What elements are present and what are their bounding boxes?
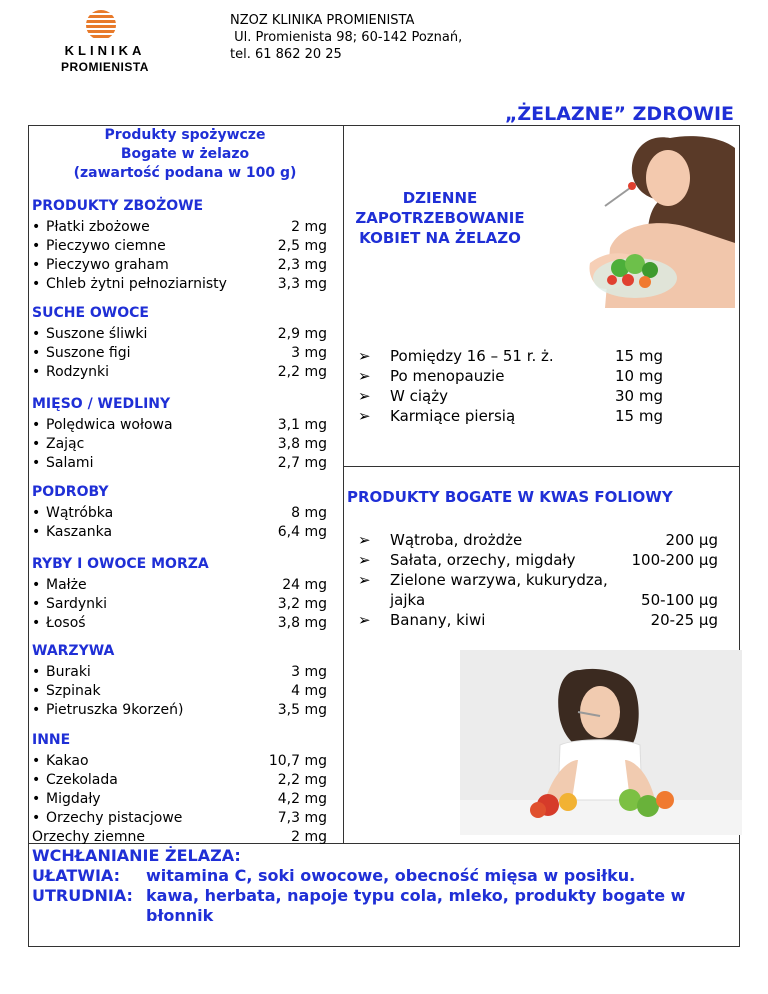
address-line: NZOZ KLINIKA PROMIENISTA [230, 13, 415, 28]
food-item-value: 2,9 mg [277, 326, 327, 342]
food-item-label: Małże [46, 577, 87, 593]
heading-line: Bogate w żelazo [120, 146, 250, 162]
food-item-label: Orzechy ziemne [32, 829, 146, 845]
food-item [32, 614, 327, 633]
food-item-name [32, 256, 169, 275]
requirement-label: Po menopauzie [390, 367, 505, 385]
clinic-logo [40, 10, 170, 74]
arrow-bullet-icon: ➢ [358, 387, 371, 405]
food-item-value: 2 mg [291, 219, 327, 235]
bullet-icon: • [32, 326, 41, 342]
food-item [32, 701, 327, 720]
bullet-icon: • [32, 791, 41, 807]
food-item-label: Sardynki [46, 596, 108, 612]
folic-item [358, 610, 718, 630]
bullet-icon: • [32, 702, 41, 718]
food-item-label: Polędwica wołowa [46, 417, 173, 433]
absorption-hinders-text-cont: błonnik [146, 906, 214, 925]
right-section-divider [343, 466, 740, 467]
food-item-name [32, 682, 101, 701]
food-item [32, 595, 327, 614]
folic-item [358, 550, 718, 570]
food-item-value: 3,8 mg [277, 615, 327, 631]
food-item-label: Płatki zbożowe [46, 219, 150, 235]
food-item-label: Kaszanka [46, 524, 113, 540]
food-item-name [32, 809, 182, 828]
folic-item-value: 50-100 μg [641, 591, 718, 609]
bullet-icon: • [32, 664, 41, 680]
group-title: INNE [32, 732, 71, 748]
food-item [32, 828, 327, 847]
food-item-name [32, 828, 145, 847]
folic-item-value: 200 μg [665, 531, 718, 549]
arrow-bullet-icon: ➢ [358, 531, 371, 549]
food-item-value: 2,3 mg [277, 257, 327, 273]
requirement-item [358, 346, 663, 366]
requirement-value: 10 mg [615, 367, 663, 385]
food-item [32, 435, 327, 454]
absorption-hinders-text: kawa, herbata, napoje typu cola, mleko, produkty bogate w [146, 886, 686, 905]
food-item [32, 771, 327, 790]
food-item-value: 3,1 mg [277, 417, 327, 433]
bullet-icon: • [32, 219, 41, 235]
food-item-label: Suszone figi [46, 345, 131, 361]
clinic-address [230, 12, 462, 63]
food-item [32, 237, 327, 256]
bullet-icon: • [32, 810, 41, 826]
food-item-label: Łosoś [46, 615, 86, 631]
bullet-icon: • [32, 257, 41, 273]
food-item [32, 344, 327, 363]
folic-item [358, 570, 718, 590]
requirement-label: Pomiędzy 16 – 51 r. ż. [390, 347, 554, 365]
requirement-value: 30 mg [615, 387, 663, 405]
food-item-name [32, 576, 87, 595]
folic-item-value: 20-25 μg [650, 611, 718, 629]
food-item-label: Szpinak [46, 683, 101, 699]
folic-item [358, 530, 718, 550]
food-item-name [32, 416, 173, 435]
bullet-icon: • [32, 238, 41, 254]
food-item-name [32, 752, 89, 771]
bullet-icon: • [32, 753, 41, 769]
food-item [32, 682, 327, 701]
arrow-bullet-icon: ➢ [358, 367, 371, 385]
folic-item-label: Zielone warzywa, kukurydza, [390, 571, 608, 589]
food-item-label: Chleb żytni pełnoziarnisty [46, 276, 227, 292]
heading-line: (zawartość podana w 100 g) [73, 165, 297, 181]
bullet-icon: • [32, 615, 41, 631]
title-line: ZAPOTRZEBOWANIE [355, 209, 525, 227]
folic-acid-title: PRODUKTY BOGATE W KWAS FOLIOWY [347, 488, 673, 506]
bullet-icon: • [32, 596, 41, 612]
food-item-value: 4,2 mg [277, 791, 327, 807]
food-item-label: Pieczywo graham [46, 257, 169, 273]
food-item-value: 10,7 mg [268, 753, 327, 769]
bullet-icon: • [32, 455, 41, 471]
food-item [32, 256, 327, 275]
food-item-value: 3,2 mg [277, 596, 327, 612]
food-item-name [32, 790, 101, 809]
folic-item-label: Wątroba, drożdże [390, 531, 523, 549]
food-item-name [32, 275, 227, 294]
food-item-label: Pietruszka 9korzeń) [46, 702, 184, 718]
logo-sun-icon [86, 10, 116, 40]
food-item-value: 4 mg [291, 683, 327, 699]
arrow-bullet-icon: ➢ [358, 611, 371, 629]
food-item-value: 3 mg [291, 664, 327, 680]
food-item-value: 7,3 mg [277, 810, 327, 826]
food-item-name [32, 435, 84, 454]
folic-item [358, 590, 718, 610]
absorption-title: WCHŁANIANIE ŻELAZA: [32, 846, 241, 865]
food-item [32, 454, 327, 473]
folic-item-label: jajka [390, 591, 426, 609]
absorption-helps-text: witamina C, soki owocowe, obecność mięsa w posiłku. [146, 866, 636, 885]
requirement-item [358, 406, 663, 426]
bullet-icon: • [32, 505, 41, 521]
woman-with-fruit-illustration [460, 650, 742, 835]
group-title: RYBY I OWOCE MORZA [32, 556, 209, 572]
arrow-bullet-icon: ➢ [358, 407, 371, 425]
folic-item-label: Sałata, orzechy, migdały [390, 551, 576, 569]
food-item [32, 809, 327, 828]
food-item [32, 790, 327, 809]
heading-line: Produkty spożywcze [104, 127, 266, 143]
food-item [32, 523, 327, 542]
food-item-name [32, 237, 166, 256]
food-item-name [32, 701, 183, 720]
requirement-value: 15 mg [615, 407, 663, 425]
page-title: „ŻELAZNE” ZDROWIE [504, 103, 734, 125]
left-column-heading [50, 126, 320, 183]
food-item-label: Zając [46, 436, 85, 452]
food-item-label: Rodzynki [46, 364, 110, 380]
food-item-name [32, 454, 93, 473]
bullet-icon: • [32, 577, 41, 593]
bullet-icon: • [32, 417, 41, 433]
food-item-name [32, 595, 107, 614]
arrow-bullet-icon: ➢ [358, 571, 371, 589]
food-item-value: 2,5 mg [277, 238, 327, 254]
food-item-value: 24 mg [282, 577, 327, 593]
bullet-icon: • [32, 524, 41, 540]
food-item-value: 3,5 mg [277, 702, 327, 718]
food-item [32, 576, 327, 595]
food-item [32, 363, 327, 382]
food-item-value: 2,7 mg [277, 455, 327, 471]
title-line: DZIENNE [402, 189, 478, 207]
bullet-icon: • [32, 772, 41, 788]
food-item-value: 8 mg [291, 505, 327, 521]
food-item-name [32, 344, 131, 363]
food-item-value: 6,4 mg [277, 524, 327, 540]
column-divider [343, 125, 344, 843]
bullet-icon: • [32, 276, 41, 292]
requirement-item [358, 366, 663, 386]
food-item-value: 3 mg [291, 345, 327, 361]
food-item-label: Migdały [46, 791, 101, 807]
food-item [32, 325, 327, 344]
group-title: PRODUKTY ZBOŻOWE [32, 198, 204, 214]
food-item-value: 3,8 mg [277, 436, 327, 452]
food-item-name [32, 663, 91, 682]
food-item-label: Kakao [46, 753, 89, 769]
folic-item-label: Banany, kiwi [390, 611, 486, 629]
food-item-name [32, 771, 118, 790]
food-item [32, 416, 327, 435]
requirement-value: 15 mg [615, 347, 663, 365]
logo-line-2: PROMIENISTA [61, 60, 149, 74]
food-item-value: 2,2 mg [277, 772, 327, 788]
group-title: MIĘSO / WEDLINY [32, 396, 171, 412]
food-item-label: Salami [46, 455, 94, 471]
group-title: PODROBY [32, 484, 109, 500]
bullet-icon: • [32, 436, 41, 452]
requirement-label: W ciąży [390, 387, 448, 405]
food-item-name [32, 363, 109, 382]
arrow-bullet-icon: ➢ [358, 551, 371, 569]
food-item-value: 2 mg [291, 829, 327, 845]
logo-line-1: KLINIKA [64, 43, 146, 58]
food-item-label: Buraki [46, 664, 91, 680]
food-item-value: 2,2 mg [277, 364, 327, 380]
food-item-label: Pieczywo ciemne [46, 238, 166, 254]
daily-requirement-title [345, 188, 535, 248]
address-line: Ul. Promienista 98; 60-142 Poznań, [230, 30, 463, 45]
title-line: KOBIET NA ŻELAZO [359, 229, 521, 247]
food-item-label: Wątróbka [46, 505, 114, 521]
food-item-label: Czekolada [46, 772, 118, 788]
woman-eating-salad-illustration [550, 128, 735, 308]
group-title: SUCHE OWOCE [32, 305, 149, 321]
food-item-value: 3,3 mg [277, 276, 327, 292]
bullet-icon: • [32, 345, 41, 361]
absorption-hinders-label: UTRUDNIA: [32, 886, 133, 905]
food-item [32, 504, 327, 523]
food-item-name [32, 325, 147, 344]
absorption-helps-label: UŁATWIA: [32, 866, 120, 885]
address-line: tel. 61 862 20 25 [230, 47, 342, 62]
food-item-name [32, 523, 112, 542]
arrow-bullet-icon: ➢ [358, 347, 371, 365]
group-title: WARZYWA [32, 643, 115, 659]
food-item-name [32, 504, 113, 523]
food-item [32, 218, 327, 237]
requirement-item [358, 386, 663, 406]
food-item-name [32, 614, 86, 633]
bullet-icon: • [32, 683, 41, 699]
food-item [32, 275, 327, 294]
food-item-label: Suszone śliwki [46, 326, 148, 342]
food-item [32, 663, 327, 682]
food-item-label: Orzechy pistacjowe [46, 810, 183, 826]
requirement-label: Karmiące piersią [390, 407, 516, 425]
food-item-name [32, 218, 150, 237]
food-item [32, 752, 327, 771]
bullet-icon: • [32, 364, 41, 380]
folic-item-value: 100-200 μg [631, 551, 718, 569]
